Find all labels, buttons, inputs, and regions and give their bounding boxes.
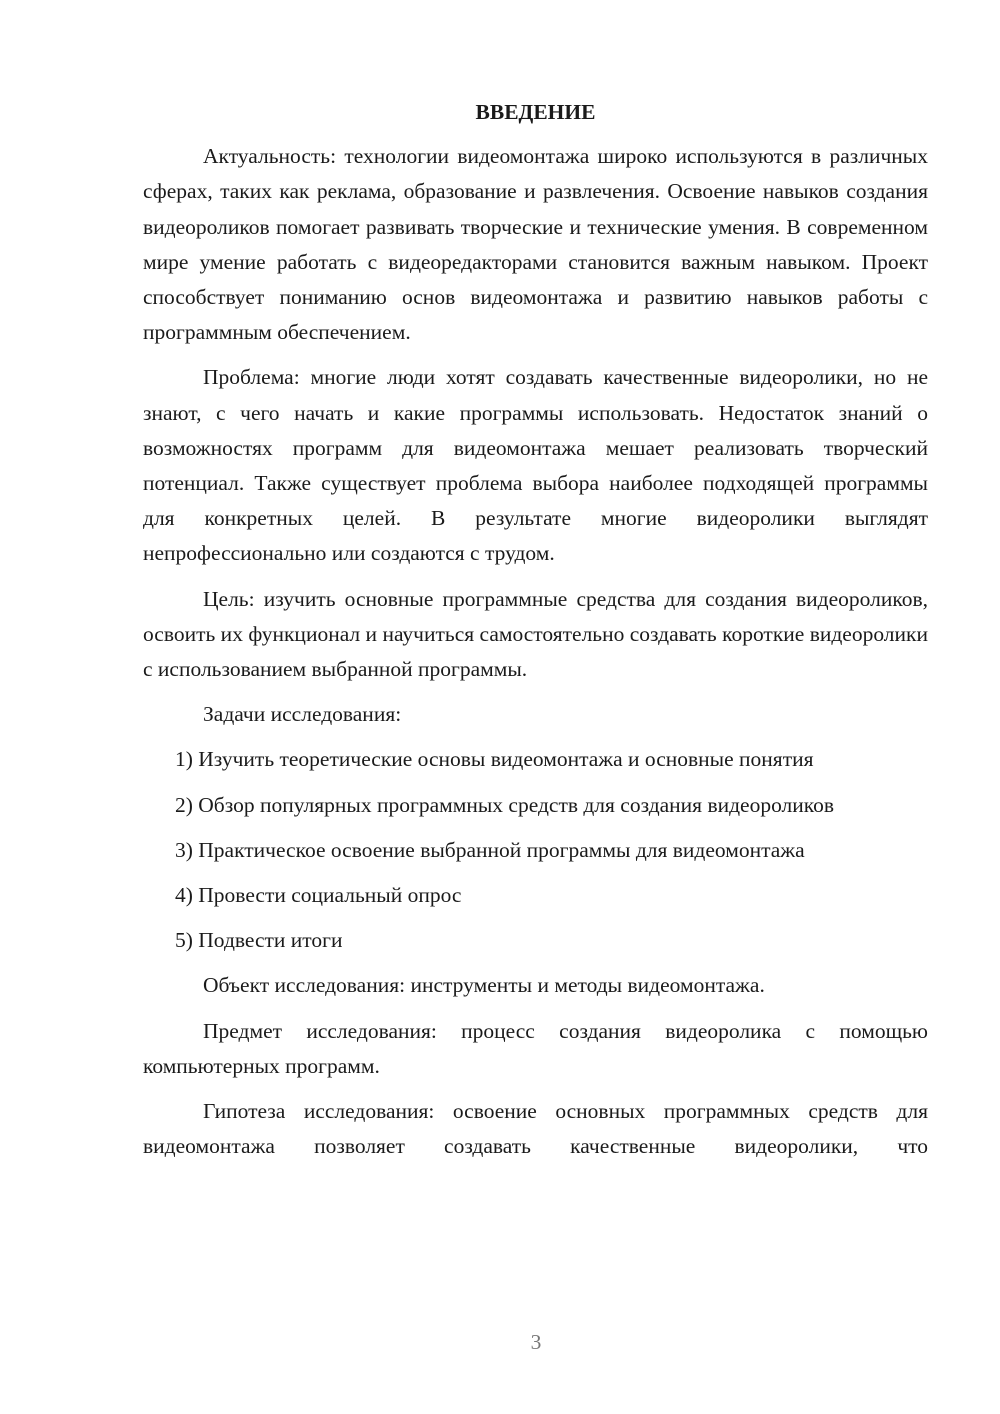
tasks-list	[143, 742, 928, 958]
paragraph-subject: Предмет исследования: процесс создания видеоролика с помощью компьютерных программ.	[143, 1018, 928, 1078]
list-item: 5) Подвести итоги	[175, 928, 343, 953]
paragraph-goal: Цель: изучить основные программные средства для создания видеороликов, освоить их функционал и научиться самостоятельно создавать короткие видеоролики с использованием выбранной программы.	[143, 586, 928, 682]
paragraph-relevance: Актуальность: технологии видеомонтажа широко используются в различных сферах, таких как реклама, образование и развлечения. Освоение навыков создания видеороликов помогает развивать творческие и технические умения. В современном мире умение работать с видеоредакторами становится важным навыком. Проект способствует пониманию основ видеомонтажа и развитию навыков работы с программным обеспечением.	[143, 144, 928, 345]
page-number: 3	[530, 1330, 542, 1354]
paragraph-hypothesis: Гипотеза исследования: освоение основных программных средств для видеомонтажа позволяет создавать качественные видеоролики, что	[143, 1099, 928, 1159]
paragraph-object: Объект исследования: инструменты и методы видеомонтажа.	[203, 973, 765, 998]
paragraph-problem: Проблема: многие люди хотят создавать качественные видеоролики, но не знают, с чего начать и какие программы использовать. Недостаток знаний о возможностях программ для видеомонтажа мешает реализовать творческий потенциал. Также существует проблема выбора наиболее подходящей программы для конкретных целей. В результате многие видеоролики выглядят непрофессионально или создаются с трудом.	[143, 365, 928, 566]
list-item: 2) Обзор популярных программных средств для создания видеороликов	[175, 792, 835, 817]
list-item: 1) Изучить теоретические основы видеомонтажа и основные понятия	[175, 747, 814, 772]
page-title: ВВЕДЕНИЕ	[475, 100, 596, 124]
list-item: 4) Провести социальный опрос	[175, 883, 462, 908]
document-page	[143, 95, 928, 1164]
tasks-heading: Задачи исследования:	[203, 702, 402, 727]
list-item: 3) Практическое освоение выбранной программы для видеомонтажа	[175, 837, 805, 862]
